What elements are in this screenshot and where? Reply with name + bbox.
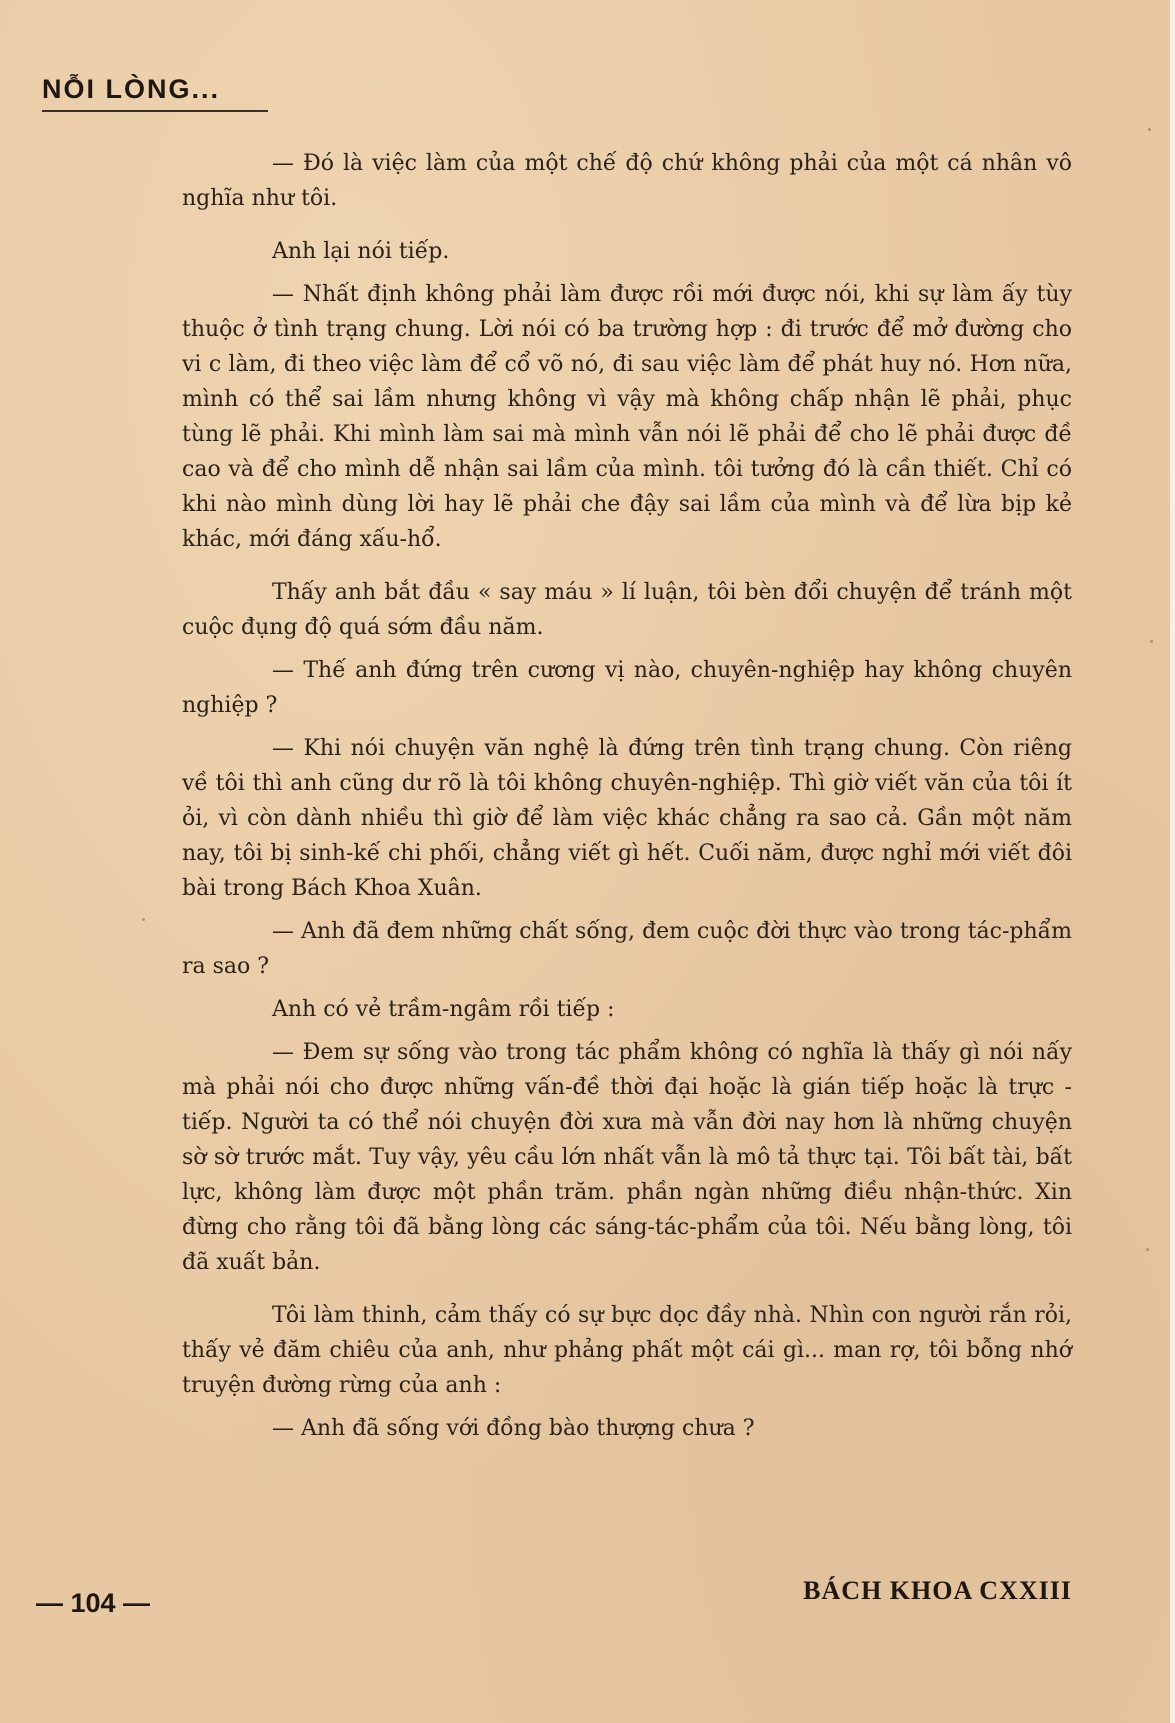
paragraph: — Khi nói chuyện văn nghệ là đứng trên tình trạng chung. Còn riêng về tôi thì anh cũng dư rõ là tôi không chuyên-nghiệp. Thì giờ viết văn của tôi ít ỏi, vì còn dành nhiều thì giờ để làm việc khác chẳng ra sao cả. Gần một năm nay, tôi bị sinh-kế chi phối, chẳng viết gì hết. Cuối năm, được nghỉ mới viết đôi bài trong Bách Khoa Xuân. <box>182 736 1072 901</box>
page-number: — 104 — <box>36 1588 151 1618</box>
paragraph: — Đó là việc làm của một chế độ chứ không phải của một cá nhân vô nghĩa như tôi. <box>182 151 1072 211</box>
paragraph: — Anh đã sống với đồng bào thượng chưa ? <box>272 1416 755 1441</box>
paragraph: — Thế anh đứng trên cương vị nào, chuyên-nghiệp hay không chuyên nghiệp ? <box>182 658 1072 718</box>
paragraph: Thấy anh bắt đầu « say máu » lí luận, tôi bèn đổi chuyện để tránh một cuộc đụng độ quá sớm đầu năm. <box>182 580 1072 640</box>
paper-speck <box>1146 1248 1149 1251</box>
journal-name: BÁCH KHOA CXXIII <box>803 1576 1072 1605</box>
paragraph: Anh có vẻ trầm-ngâm rồi tiếp : <box>272 997 615 1022</box>
paragraph: — Đem sự sống vào trong tác phẩm không có nghĩa là thấy gì nói nấy mà phải nói cho được những vấn-đề thời đại hoặc là gián tiếp hoặc là trực - tiếp. Người ta có thể nói chuyện đời xưa mà vẫn đời nay hơn là những chuyện sờ sờ trước mắt. Tuy vậy, yêu cầu lớn nhất vẫn là mô tả thực tại. Tôi bất tài, bất lực, không làm được một phần trăm. phần ngàn những điều nhận-thức. Xin đừng cho rằng tôi đã bằng lòng các sáng-tác-phẩm của tôi. Nếu bằng lòng, tôi đã xuất bản. <box>182 1040 1072 1275</box>
paragraph: — Anh đã đem những chất sống, đem cuộc đời thực vào trong tác-phẩm ra sao ? <box>182 919 1072 979</box>
paragraph: Anh lại nói tiếp. <box>272 239 450 264</box>
body-text <box>182 146 1072 1454</box>
paper-speck <box>142 918 145 921</box>
paper-speck <box>1150 640 1153 643</box>
running-header: NỖI LÒNG... <box>42 74 221 104</box>
paragraph: — Nhất định không phải làm được rồi mới được nói, khi sự làm ấy tùy thuộc ở tình trạng chung. Lời nói có ba trường hợp : đi trước để mở đường cho vi c làm, đi theo việc làm để cổ võ nó, đi sau việc làm để phát huy nó. Hơn nữa, mình có thể sai lầm nhưng không vì vậy mà không chấp nhận lẽ phải, phục tùng lẽ phải. Khi mình làm sai mà mình vẫn nói lẽ phải để cho lẽ phải được đề cao và để cho mình dễ nhận sai lầm của mình. tôi tưởng đó là cần thiết. Chỉ có khi nào mình dùng lời hay lẽ phải che đậy sai lầm của mình và để lừa bịp kẻ khác, mới đáng xấu-hổ. <box>182 282 1072 552</box>
header-underline <box>42 110 268 112</box>
paper-speck <box>1148 128 1151 131</box>
paragraph: Tôi làm thinh, cảm thấy có sự bực dọc đầy nhà. Nhìn con người rắn rỏi, thấy vẻ đăm chiêu của anh, như phảng phất một cái gì... man rợ, tôi bỗng nhớ truyện đường rừng của anh : <box>182 1303 1072 1398</box>
